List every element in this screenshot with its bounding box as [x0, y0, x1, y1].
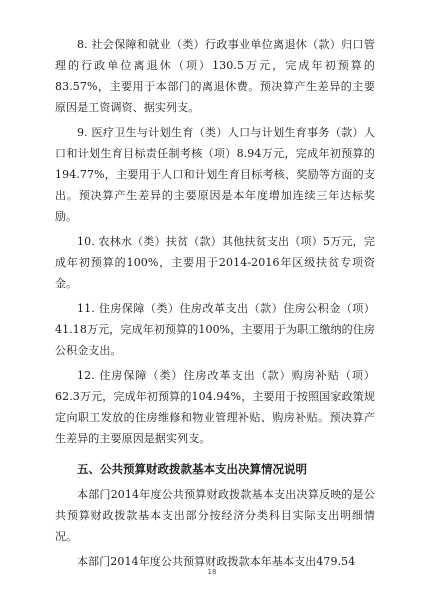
section-heading: 五、公共预算财政拨款基本支出决算情况说明 — [77, 462, 307, 476]
section-paragraph-2: 本部门2014年度公共预算财政拨款本年基本支出479.54 — [77, 555, 356, 568]
paragraph-item-8: 8. 社会保障和就业（类）行政事业单位离退休（款）归口管理的行政单位离退休（项）130.5万元，完成年初预算的83.57%，主要用于本部门的离退休费。预决算产生差异的主要原因是工资调资、据实列支。 — [55, 38, 375, 114]
section-paragraph-1: 本部门2014年度公共预算财政拨款基本支出决算反映的是公共预算财政拨款基本支出部分按经济分类科目实际支出明细情况。 — [55, 488, 375, 543]
paragraph-item-12: 12. 住房保障（类）住房改革支出（款）购房补贴（项）62.3万元，完成年初预算的104.94%，主要用于按照国家政策规定向职工发放的住房维修和物业管理补贴、购房补贴。预决算产生差异的主要原因是据实列支。 — [55, 369, 375, 445]
paragraph-item-9: 9. 医疗卫生与计划生育（类）人口与计划生育事务（款）人口和计划生育目标责任制考核（项）8.94万元，完成年初预算的194.77%，主要用于人口和计划生育目标考核、奖励等方面的支出。预决算产生差异的主要原因是本年度增加连续三年达标奖励。 — [55, 126, 375, 223]
page-number: 18 — [207, 568, 217, 576]
paragraph-item-10: 10. 农林水（类）扶贫（款）其他扶贫支出（项）5万元，完成年初预算的100%，主要用于2014-2016年区级扶贫专项资金。 — [55, 235, 375, 290]
paragraph-item-11: 11. 住房保障（类）住房改革支出（款）住房公积金（项）41.18万元，完成年初预算的100%，主要用于为职工缴纳的住房公积金支出。 — [55, 302, 375, 357]
document-body — [55, 34, 375, 576]
